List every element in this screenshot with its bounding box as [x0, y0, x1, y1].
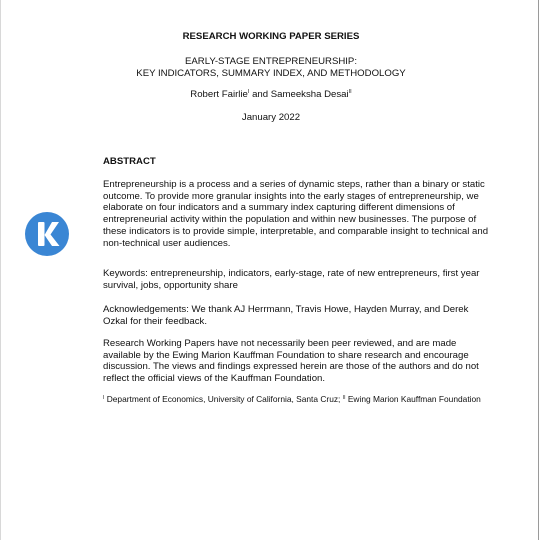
kauffman-k-logo-icon: [25, 212, 69, 256]
author-name: Robert Fairlie: [190, 89, 248, 100]
keywords: Keywords: entrepreneurship, indicators, early-stage, rate of new entrepreneurs, first year survival, jobs, opportunity share: [103, 268, 480, 291]
publication-date: January 2022: [241, 112, 301, 123]
footnote-text: Department of Economics, University of California, Santa Cruz;: [104, 394, 343, 404]
footnote-mark: I: [103, 395, 105, 401]
abstract-heading: ABSTRACT: [103, 156, 156, 167]
acknowledgements: Acknowledgements: We thank AJ Herrmann, Travis Howe, Hayden Murray, and Derek Ozkal for their feedback.: [103, 304, 469, 327]
affiliation-mark: II: [348, 89, 352, 95]
paper-title-line-1: EARLY-STAGE ENTREPRENEURSHIP:: [184, 56, 358, 67]
footnote-mark: II: [342, 395, 346, 401]
paper-title: [1, 56, 540, 80]
paper-title-line-2: KEY INDICATORS, SUMMARY INDEX, AND METHODOLOGY: [136, 68, 406, 79]
kauffman-k-glyph: [25, 212, 69, 256]
footnote-text: Ewing Marion Kauffman Foundation: [345, 394, 481, 404]
affiliation-footnote: [103, 394, 495, 405]
author-name: Sameeksha Desai: [270, 89, 349, 100]
disclaimer: Research Working Papers have not necessarily been peer reviewed, and are made available by the Ewing Marion Kauffman Foundation to share research and encourage discussion. The views and findings expressed herein are those of the authors and do not reflect the official views of the Kauffman Foundation.: [103, 338, 479, 385]
abstract-text: Entrepreneurship is a process and a series of dynamic steps, rather than a binary or static outcome. To provide more granular insights into the early stages of entrepreneurship, we elaborate on four indicators and a summary index capturing different dimensions of entrepreneurial activity within the population and within new businesses. The purpose of these indicators is to provide simple, interpretable, and comparable insight to technical and non-technical user audiences.: [103, 179, 489, 249]
author-joiner: and: [249, 89, 271, 100]
series-title: RESEARCH WORKING PAPER SERIES: [182, 31, 360, 42]
authors: [1, 89, 540, 101]
affiliation-mark: I: [247, 89, 250, 95]
